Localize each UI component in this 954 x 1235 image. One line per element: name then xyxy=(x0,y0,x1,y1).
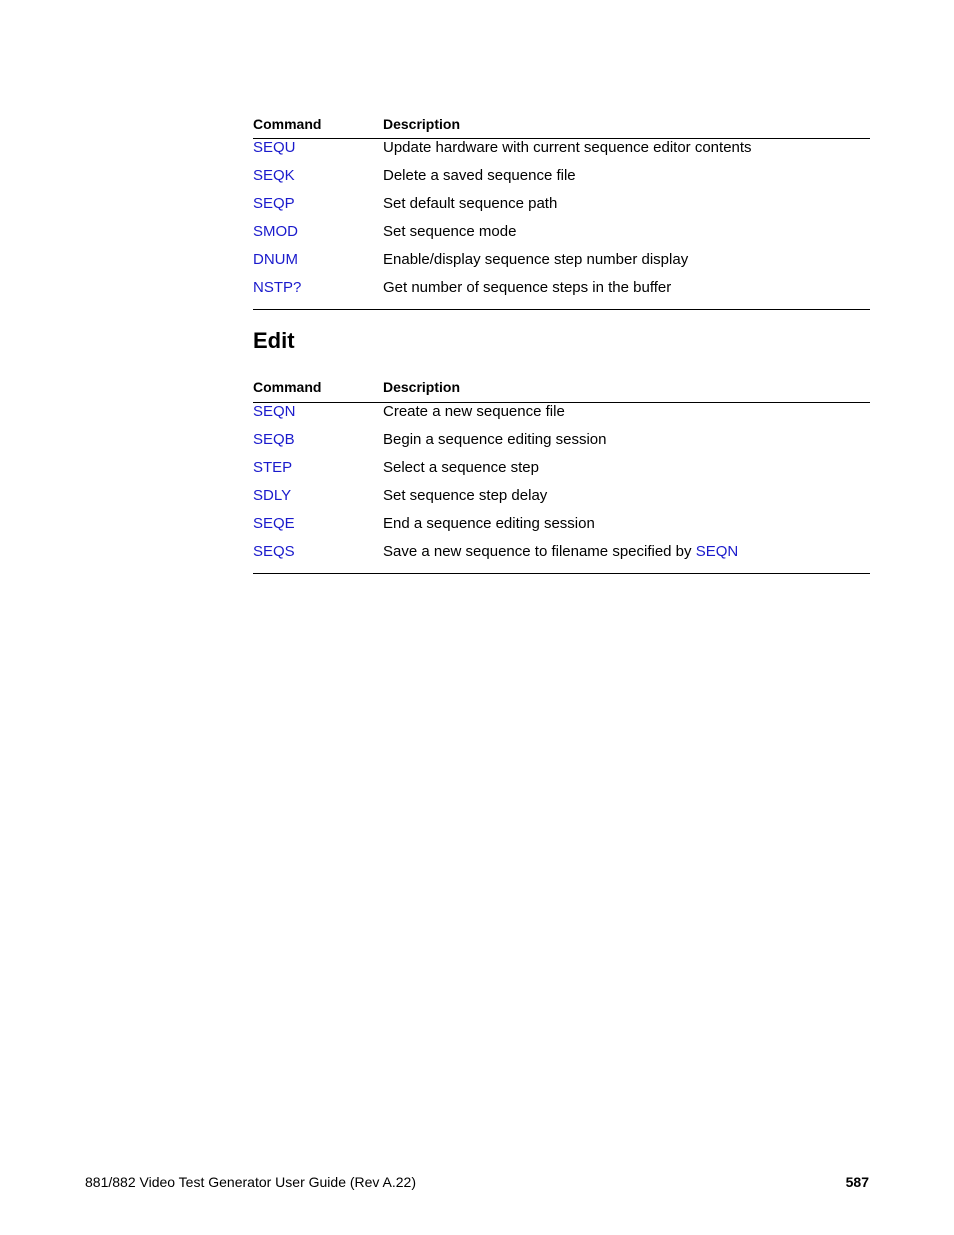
table-row xyxy=(253,167,870,195)
table-row xyxy=(253,403,870,431)
section-title-edit: Edit xyxy=(253,328,295,353)
command-description: Begin a sequence editing session xyxy=(383,431,607,448)
table-row xyxy=(253,251,870,279)
command-link-seqn[interactable]: SEQN xyxy=(253,403,296,420)
table-row xyxy=(253,543,870,573)
command-link-sdly[interactable]: SDLY xyxy=(253,487,292,504)
table-row xyxy=(253,487,870,515)
command-description: Enable/display sequence step number display xyxy=(383,251,689,268)
header-description: Description xyxy=(383,116,461,132)
table-row xyxy=(253,459,870,487)
table-header xyxy=(253,116,870,139)
table-bottom-rule xyxy=(253,573,870,574)
header-description: Description xyxy=(383,379,461,395)
command-link-seqk[interactable]: SEQK xyxy=(253,167,295,184)
description-text: Save a new sequence to filename specified by xyxy=(383,543,696,560)
command-description: Select a sequence step xyxy=(383,459,539,476)
command-link-sequ[interactable]: SEQU xyxy=(253,139,296,156)
command-link-seqb[interactable]: SEQB xyxy=(253,431,295,448)
command-description xyxy=(383,543,738,561)
table-row xyxy=(253,431,870,459)
command-link-seqs[interactable]: SEQS xyxy=(253,543,295,560)
command-link-seqp[interactable]: SEQP xyxy=(253,195,295,212)
table-row xyxy=(253,279,870,309)
table-bottom-rule xyxy=(253,309,870,310)
command-description: Create a new sequence file xyxy=(383,403,565,420)
table-row xyxy=(253,223,870,251)
table-row xyxy=(253,195,870,223)
command-description: Set default sequence path xyxy=(383,195,558,212)
command-description: Update hardware with current sequence editor contents xyxy=(383,139,752,156)
command-description: Set sequence step delay xyxy=(383,487,548,504)
footer-document-title: 881/882 Video Test Generator User Guide (Rev A.22) xyxy=(85,1174,417,1190)
command-link-seqe[interactable]: SEQE xyxy=(253,515,295,532)
command-description: Set sequence mode xyxy=(383,223,517,240)
command-link-dnum[interactable]: DNUM xyxy=(253,251,298,268)
header-command: Command xyxy=(253,379,322,395)
command-link-nstp[interactable]: NSTP? xyxy=(253,279,302,296)
command-link-step[interactable]: STEP xyxy=(253,459,293,476)
table-header xyxy=(253,379,870,403)
table-row xyxy=(253,515,870,543)
sequence-commands-table xyxy=(253,116,870,310)
command-link-smod[interactable]: SMOD xyxy=(253,223,298,240)
edit-commands-table xyxy=(253,379,870,574)
table-row xyxy=(253,139,870,167)
command-description: End a sequence editing session xyxy=(383,515,595,532)
command-description: Get number of sequence steps in the buffer xyxy=(383,279,672,296)
footer-page-number: 587 xyxy=(845,1174,869,1190)
header-command: Command xyxy=(253,116,322,132)
command-description: Delete a saved sequence file xyxy=(383,167,576,184)
inline-link-seqn[interactable]: SEQN xyxy=(695,543,739,560)
